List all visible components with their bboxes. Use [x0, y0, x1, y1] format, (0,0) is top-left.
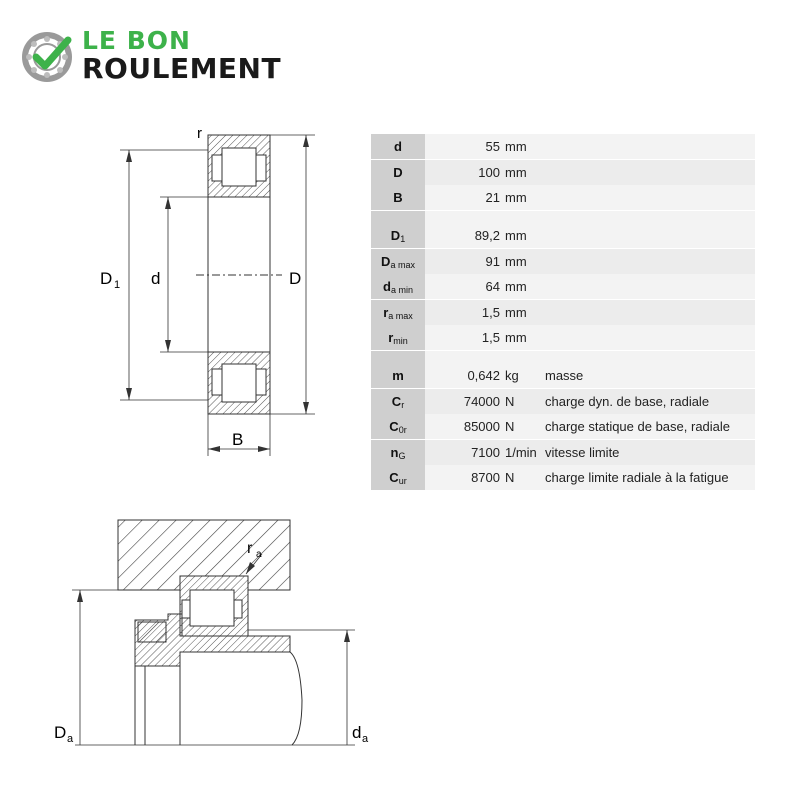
spec-row [371, 249, 755, 274]
brand-logo [22, 26, 302, 86]
spec-key-subscript: a min [390, 285, 413, 295]
spec-description: charge limite radiale à la fatigue [545, 470, 729, 485]
spec-unit: N [505, 470, 515, 485]
label-ra: r [247, 540, 253, 557]
spec-value: 85000 [463, 419, 500, 434]
spec-key [371, 185, 425, 210]
spec-key [371, 389, 425, 414]
spec-row [371, 300, 755, 325]
spec-unit: N [505, 419, 515, 434]
spec-unit: mm [505, 304, 527, 320]
spec-key [371, 440, 425, 465]
spec-key-subscript: r [401, 399, 405, 410]
spec-key-symbol: m [392, 368, 404, 383]
spec-unit: kg [505, 368, 519, 383]
spec-key [371, 300, 425, 325]
spec-row [371, 389, 755, 414]
spec-table [371, 134, 755, 491]
spec-value: 7100 [471, 444, 500, 460]
spec-gap [371, 351, 755, 363]
spec-row [371, 465, 755, 490]
label-D1: D [100, 269, 113, 288]
spec-unit: 1/min [505, 444, 537, 460]
spec-value: 89,2 [474, 228, 500, 243]
spec-unit: mm [505, 190, 527, 205]
spec-description: masse [545, 368, 584, 383]
spec-key [371, 223, 425, 248]
spec-value: 64 [485, 279, 500, 294]
spec-key [371, 249, 425, 274]
spec-key-subscript: a max [390, 259, 415, 270]
spec-unit: mm [505, 139, 527, 154]
label-da: d [352, 723, 362, 742]
spec-key-subscript: G [398, 450, 406, 461]
spec-description: charge statique de base, radiale [545, 419, 731, 434]
spec-key [371, 325, 425, 350]
label-d: d [151, 269, 161, 288]
spec-key [371, 465, 425, 490]
spec-value: 91 [485, 253, 500, 269]
spec-row [371, 223, 755, 248]
spec-unit: mm [505, 228, 527, 243]
spec-key [371, 363, 425, 388]
spec-value: 1,5 [481, 330, 500, 345]
spec-unit: mm [505, 253, 527, 269]
label-B: B [232, 430, 244, 449]
spec-row [371, 440, 755, 465]
spec-value: 1,5 [481, 304, 500, 320]
spec-description: vitesse limite [545, 444, 620, 460]
spec-key-symbol: C [389, 470, 399, 485]
mounting-drawing [40, 510, 380, 790]
spec-unit: mm [505, 164, 527, 180]
bearing-section-drawing [95, 120, 325, 460]
spec-gap [371, 211, 755, 223]
spec-key [371, 414, 425, 439]
label-ra-sub: a [256, 549, 262, 560]
spec-key-subscript: 0r [398, 425, 407, 435]
spec-key [371, 134, 425, 159]
spec-key-symbol: C [391, 393, 402, 409]
spec-unit: mm [505, 330, 527, 345]
spec-row [371, 134, 755, 159]
spec-row [371, 274, 755, 299]
spec-row [371, 325, 755, 350]
spec-row [371, 414, 755, 439]
spec-row [371, 185, 755, 210]
brand-line2: ROULEMENT [82, 52, 282, 85]
spec-key-symbol: r [383, 304, 389, 320]
spec-key-symbol: r [388, 330, 394, 345]
spec-key-symbol: d [383, 279, 391, 294]
spec-row [371, 363, 755, 388]
brand-line1: LE BON [82, 26, 191, 55]
spec-key-symbol: D [393, 164, 403, 180]
label-D: D [289, 269, 302, 288]
spec-value: 21 [485, 190, 500, 205]
label-Da: D [54, 723, 67, 742]
spec-description: charge dyn. de base, radiale [545, 393, 710, 409]
spec-key-symbol: n [390, 444, 399, 460]
spec-unit: mm [505, 279, 527, 294]
spec-value: 55 [485, 139, 500, 154]
spec-key-subscript: ur [398, 476, 407, 486]
label-D1-sub: 1 [114, 279, 121, 291]
spec-key-symbol: D [390, 228, 401, 243]
spec-value: 0,642 [467, 368, 500, 383]
spec-row [371, 160, 755, 185]
spec-key-symbol: D [381, 253, 391, 269]
spec-value: 8700 [471, 470, 500, 485]
spec-key [371, 274, 425, 299]
spec-key-symbol: B [393, 190, 403, 205]
label-Da-sub: a [67, 733, 74, 745]
spec-value: 74000 [463, 393, 500, 409]
spec-unit: N [505, 393, 515, 409]
spec-key-symbol: d [394, 139, 402, 154]
label-da-sub: a [362, 733, 369, 745]
spec-value: 100 [478, 164, 500, 180]
label-r: r [197, 125, 202, 142]
spec-key-subscript: min [393, 336, 408, 346]
spec-key-subscript: 1 [400, 234, 406, 244]
spec-key-symbol: C [389, 419, 399, 434]
spec-key-subscript: a max [388, 310, 413, 321]
spec-key [371, 160, 425, 185]
bearing-check-icon [22, 30, 76, 84]
